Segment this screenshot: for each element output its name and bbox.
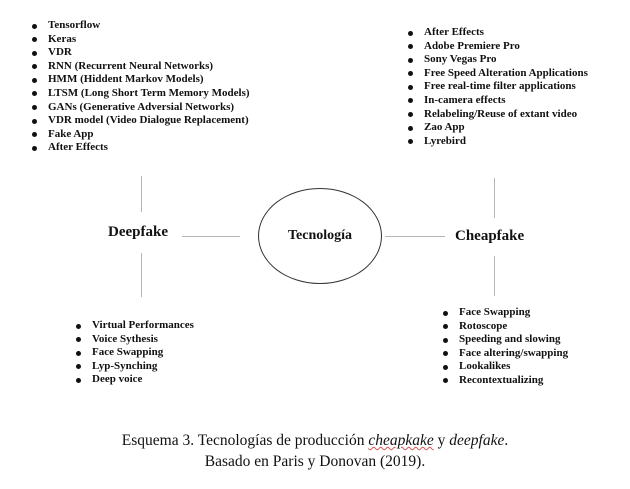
list-item: Lyp-Synching	[76, 360, 194, 374]
connector-deepfake-top	[141, 176, 142, 212]
list-item: Adobe Premiere Pro	[408, 40, 588, 54]
connector-cheapfake-top	[494, 178, 495, 218]
deepfake-technologies-list	[32, 19, 250, 155]
list-item: Sony Vegas Pro	[408, 53, 588, 67]
caption-term-deepfake: deepfake	[449, 432, 505, 449]
connector-center-cheapfake	[385, 236, 445, 237]
list-item: Face Swapping	[76, 346, 194, 360]
caption-line-2: Basado en Paris y Donovan (2019).	[204, 453, 426, 470]
connector-deepfake-bottom	[141, 253, 142, 297]
caption-prefix: Esquema 3. Tecnologías de producción	[121, 432, 369, 449]
list-item: Fake App	[32, 128, 250, 142]
deepfake-uses-list	[76, 319, 194, 387]
list-item: Deep voice	[76, 373, 194, 387]
list-item: GANs (Generative Adversial Networks)	[32, 101, 250, 115]
list-item: Tensorflow	[32, 19, 250, 33]
list-item: After Effects	[408, 26, 588, 40]
caption-suffix: .	[504, 432, 509, 449]
list-item: RNN (Recurrent Neural Networks)	[32, 60, 250, 74]
list-item: VDR model (Video Dialogue Replacement)	[32, 114, 250, 128]
figure-caption	[0, 430, 630, 472]
list-item: Face Swapping	[443, 306, 568, 320]
caption-term-cheapfake: cheapkake	[368, 432, 434, 449]
technology-node-label: Tecnología	[287, 228, 353, 243]
list-item: Free real-time filter applications	[408, 80, 588, 94]
connector-cheapfake-bottom	[494, 256, 495, 296]
list-item: LTSM (Long Short Term Memory Models)	[32, 87, 250, 101]
list-item: Zao App	[408, 121, 588, 135]
deepfake-node-label: Deepfake	[108, 224, 168, 240]
list-item: After Effects	[32, 141, 250, 155]
list-item: Virtual Performances	[76, 319, 194, 333]
caption-line-1	[0, 430, 630, 451]
cheapfake-node-label: Cheapfake	[455, 228, 525, 244]
list-item: Free Speed Alteration Applications	[408, 67, 588, 81]
list-item: VDR	[32, 46, 250, 60]
list-item: HMM (Hiddent Markov Models)	[32, 73, 250, 87]
list-item: Relabeling/Reuse of extant video	[408, 108, 588, 122]
list-item: Rotoscope	[443, 320, 568, 334]
list-item: Speeding and slowing	[443, 333, 568, 347]
cheapfake-uses-list	[443, 306, 568, 388]
list-item: Face altering/swapping	[443, 347, 568, 361]
list-item: Recontextualizing	[443, 374, 568, 388]
list-item: Voice Sythesis	[76, 333, 194, 347]
list-item: Lookalikes	[443, 360, 568, 374]
caption-mid: y	[433, 432, 450, 449]
list-item: Lyrebird	[408, 135, 588, 149]
list-item: Keras	[32, 33, 250, 47]
cheapfake-technologies-list	[408, 26, 588, 148]
connector-deepfake-center	[182, 236, 240, 237]
list-item: In-camera effects	[408, 94, 588, 108]
